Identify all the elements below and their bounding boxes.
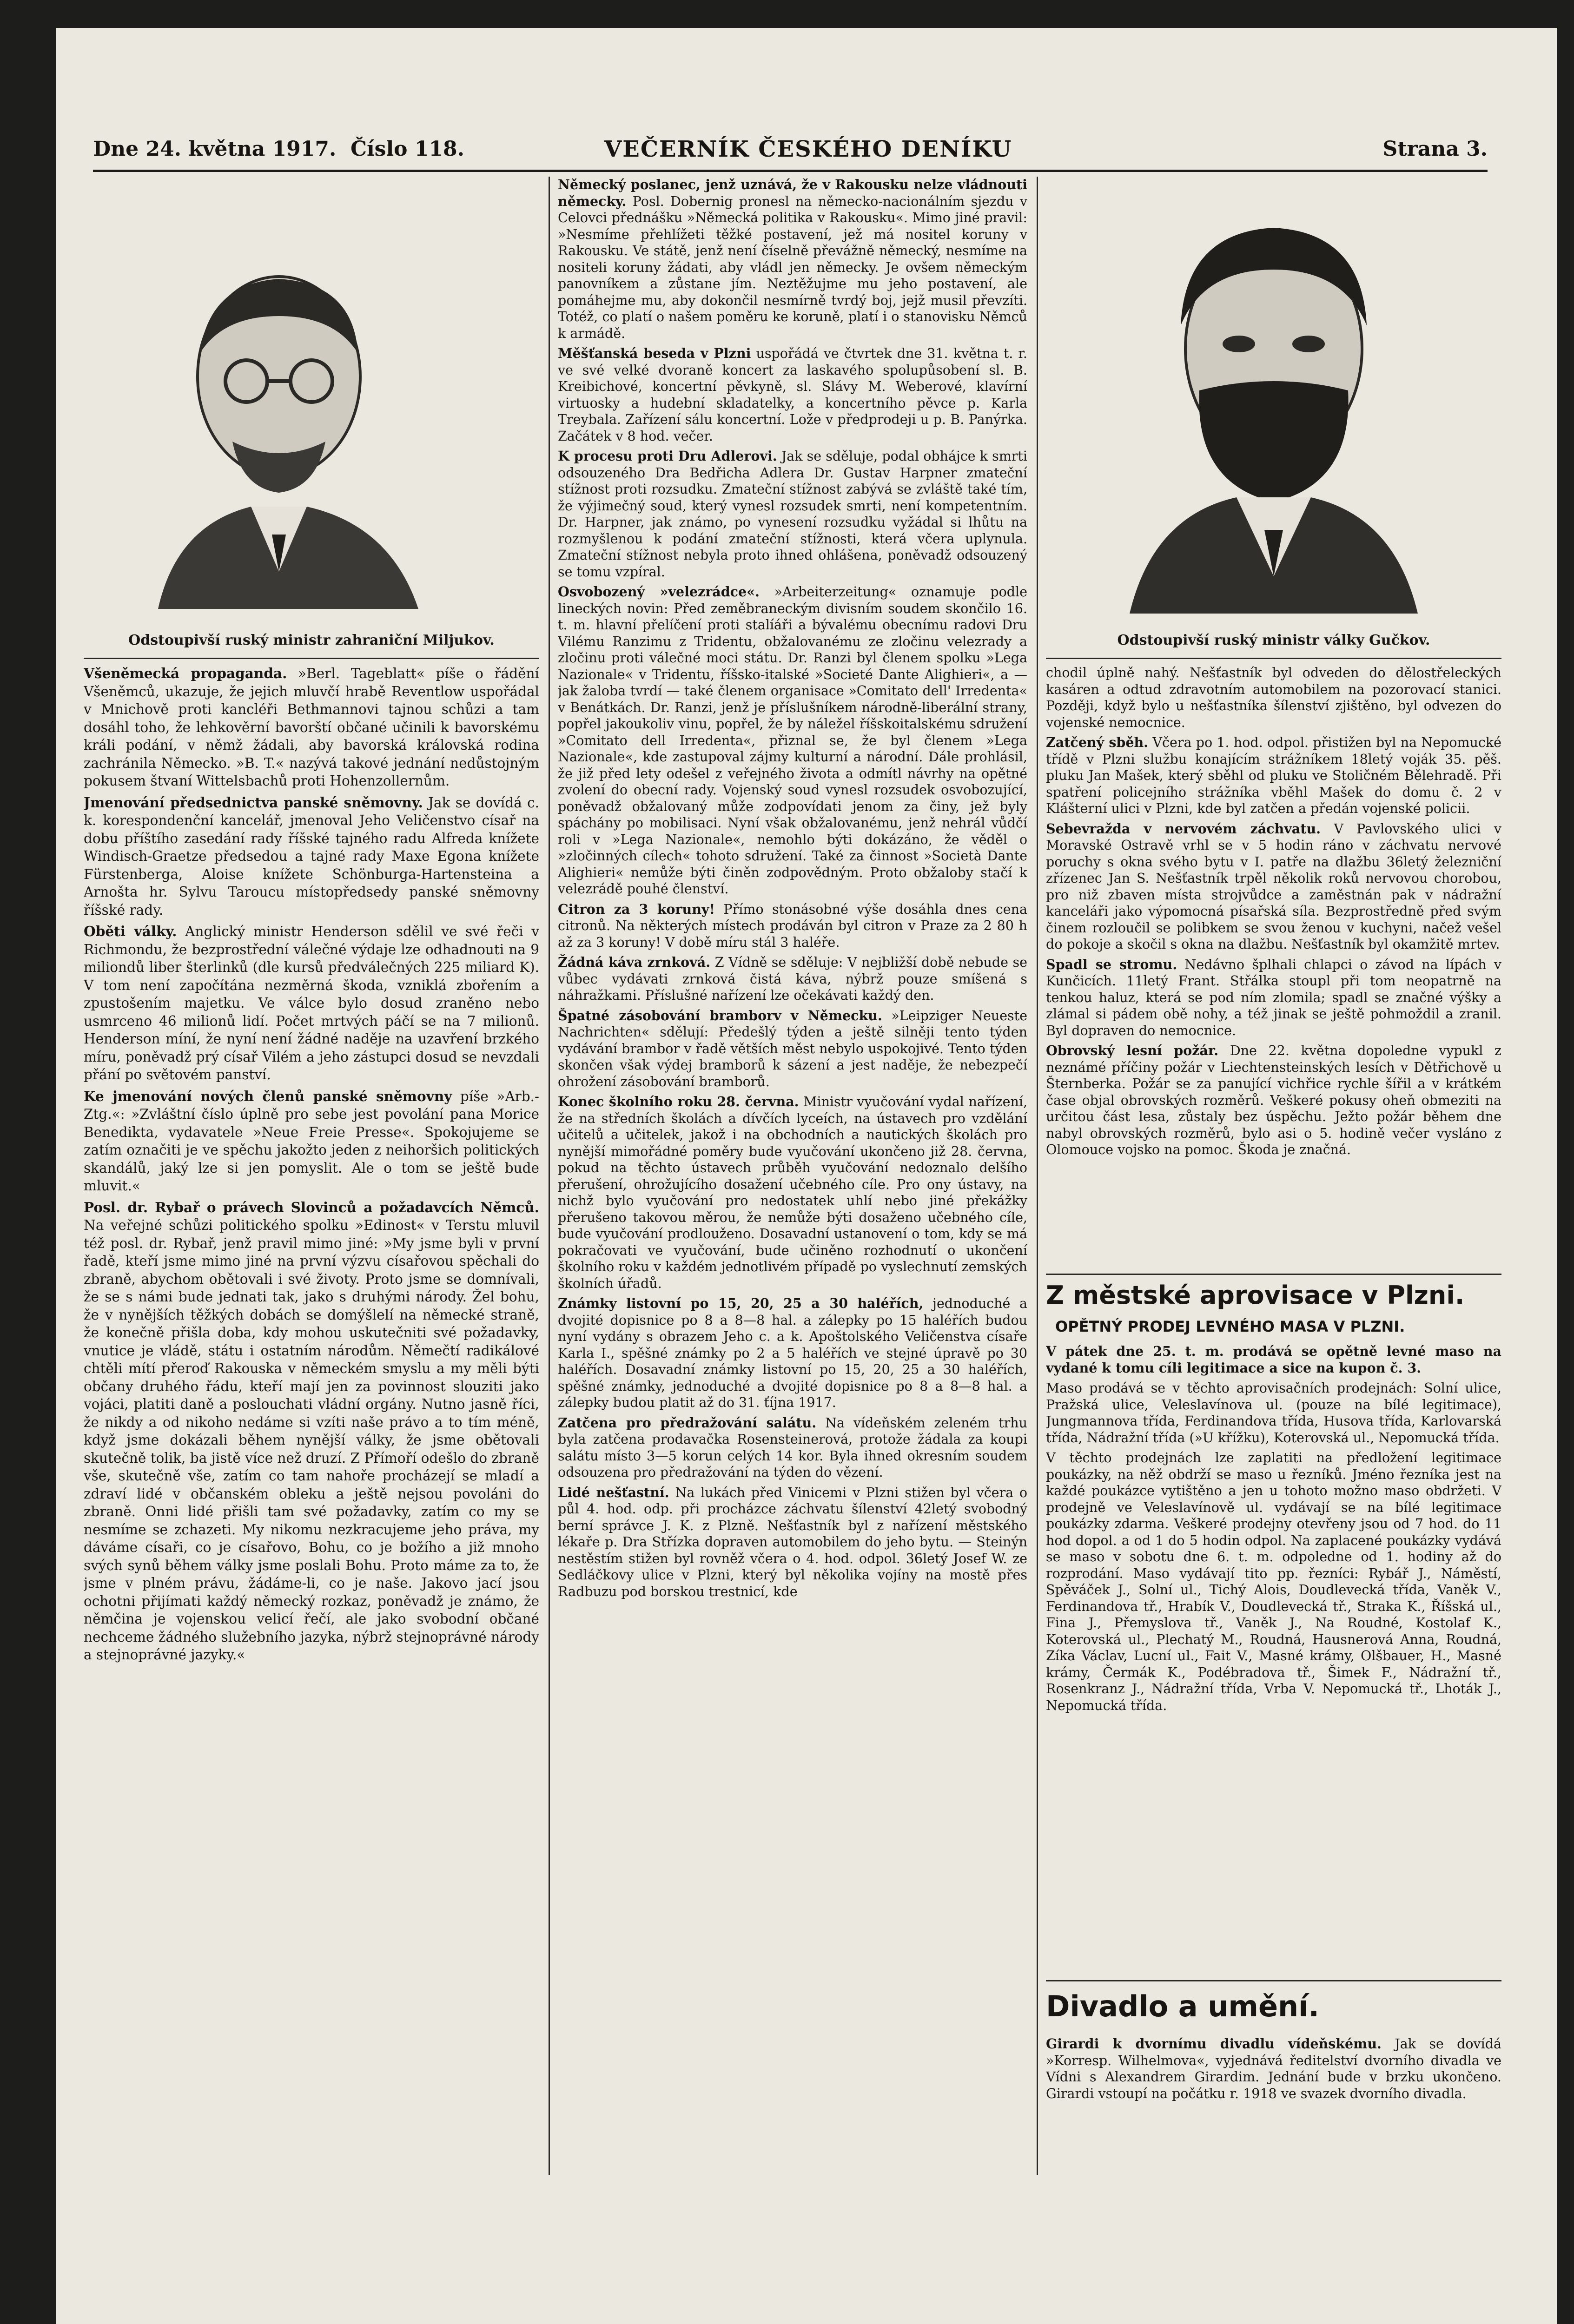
article-nestastnik-cont: chodil úplně nahý. Nešťastník byl odveden do dělostřeleckých kasáren a odtud zdravotním automobilem na pozorovací stanici. Později, když bylo u nešťastníka šílenství zjištěno, byl odvezen do vojenské nemocnice. (1046, 665, 1501, 730)
portrait-guckov (1111, 195, 1436, 614)
column-separator-2 (1037, 177, 1038, 2175)
issue-number: Číslo 118. (350, 137, 464, 161)
article-adler: K procesu proti Dru Adlerovi. Jak se sděluje, podal obhájce k smrti odsouzeného Dra Bedřicha Adlera Dr. Gustav Harpner zmateční stížnost proti rozsudku. Zmateční stížnost zabývá se zvláště také tím, že výjimečný soud, který vynesl rozsudek smrti, není kompetentním. Dr. Harpner, jak známo, po vynesení rozsudku vyžádal si lhůtu na rozmyšlenou k podání zmateční stížnosti, která včera uplynula. Zmateční stížnost nebyla proto ihned ohlášena, poněvadž odsouzený se tomu vzpíral. (558, 448, 1027, 580)
caption-guckov: Odstoupivší ruský ministr války Gučkov. (1117, 632, 1430, 648)
issue-date: Dne 24. května 1917. Číslo 118. (93, 137, 464, 161)
article-sebevrazda: Sebevražda v nervovém záchvatu. V Pavlovského ulici v Moravské Ostravě vrhl se v 5 hodin ráno v záchvatu nervové poruchy s okna svého bytu v I. patře na dlažbu 36letý železniční zřízenec Jan S. Nešťastník trpěl několik roků nervovou chorobou, pro niž zbaven místa strojvůdce a zaměstnán pak v nádražní kanceláři jako výpomocná písařská síla. Bezprostředně před svým činem rozloučil se polibkem se svou ženou v kuchyni, načež vešel do pokoje a skočil s okna na dlažbu. Nešťastník byl okamžitě mrtev. (1046, 820, 1501, 952)
article-kava: Žádná káva zrnková. Z Vídně se sděluje: V nejbližší době nebude se vůbec vydávati zrnková čistá káva, nýbrž pouze smíšená s náhražkami. Příslušné nařízení lze očekávati každý den. (558, 954, 1027, 1003)
article-lide-nestastni: Lidé nešťastní. Na lukách před Vinicemi v Plzni stižen byl včera o půl 4. hod. odp. při procházce záchvatu šílenství 42letý svobodný berní správce J. K. z Plzně. Nešťastník byl z nařízení městského lékaře p. Dra Střízka dopraven automobilem do jeho bytu. — Steinýn nestěstím stižen byl rovněž včera o 4. hod. odpol. 36letý Josef W. ze Sedláčkovy ulice v Plzni, který byl několika vojíny na mostě přes Radbuzu pod borskou trestnicí, kde (558, 1484, 1027, 1599)
aprov-paragraph-1: V pátek dne 25. t. m. prodává se opětně levné maso na vydané k tomu cíli legitimace a sice na kupon č. 3. (1046, 1343, 1501, 1376)
divadlo-top-rule (1046, 1980, 1501, 1981)
aprov-top-rule (1046, 1274, 1501, 1275)
aprov-text (1046, 1343, 1501, 1948)
aprov-paragraph-2: Maso prodává se v těchto aprovisačních prodejnách: Solní ulice, Pražská ulice, Veleslavínova ul. (pouze na bílé legitimace), Jungmannova třída, Ferdinandova třída, Husova třída, Karlovarská třída, Nádražní třída (»U křížku), Koterovská ul., Nepomucká třída. (1046, 1380, 1501, 1446)
caption-rule-left (84, 658, 539, 659)
aprov-heading: Z městské aprovisace v Plzni. (1046, 1281, 1465, 1310)
caption-rule-right (1046, 658, 1501, 659)
article-obeti-valky: Oběti války. Anglický ministr Henderson sdělil ve své řeči v Richmondu, že bezprostřední válečné výdaje lze odhadnouti na 9 miliondů liber šterlinků (dle kursů předválečných 225 miliard K). V tom není započítána nezměrná škoda, vzniklá zbořením a zpustošením majetku. Ve válce bylo dosud zraněno nebo usmrceno 46 milionů lidí. Počet mrtvých páčí se na 7 milionů. Henderson míní, že nyní není žádné naděje na uzavření brzkého míru, poněvadž prý císař Vilém a jeho zástupci dosud se nevzdali přání po světovém panství. (84, 923, 539, 1083)
aprov-subheading: OPĚTNÝ PRODEJ LEVNÉHO MASA V PLZNI. (1055, 1318, 1405, 1335)
article-jmenovani: Jmenování předsednictva panské sněmovny. Jak se dovídá c. k. korespondenční kancelář, jmenoval Jeho Veličenstvo císař na dobu příštího zasedání rady říšské tajného radu Alfreda knížete Windisch-Graetze předsedou a tajné rady Maxe Egona knížete Fürstenberga, Aloise knížete Schönburga-Hartensteina a Arnošta hr. Sylvu Taroucu místopředsedy panské sněmovny říšské rady. (84, 794, 539, 918)
portrait-miljukov (139, 246, 437, 609)
article-citron: Citron za 3 koruny! Přímo stonásobné výše dosáhla dnes cena citronů. Na některých místech prodáván byl citron v Praze za 2 80 h až za 3 koruny! V době míru stál 3 haléře. (558, 901, 1027, 950)
right-column-text (1046, 665, 1501, 1269)
article-velezradce: Osvobozený »velezrádce«. »Arbeiterzeitung« oznamuje podle lineckých novin: Před zeměbraneckým divisním soudem skončilo 16. t. m. hlavní přelíčení proti stalíáři a bývalému obecnímu radovi Dru Vilému Ranzimu z Tridentu, obžalovanému ze zločinu velezrady a zločinu proti válečné moci státu. Dr. Ranzi byl členem spolku »Lega Nazionale« v Tridentu, říšsko-italské »Societé Dante Alighieri«, a — jak žaloba tvrdí — také členem organisace »Comitato dell' Irredenta« v Benátkách. Dr. Ranzi, jenž je příslušníkem národně-liberální strany, popřel jakoukoliv vinu, popřel, že by náležel říšskoitalskému sdružení »Comitato dell Irredenta«, přiznal se, že byl členem »Lega Nazionale«, kde zastupoval zájmy kulturní a národní. Dále prohlásil, že již před lety odešel z veřejného života a odmítl návrhy na opětné zvolení do obecní rady. Vojenský soud vynesl rozsudek osvobozující, poněvadž obžalovaný může zodpovídati jenom za činy, jež byly spáchány po mobilisaci. Nyní však obžalovanému, jenž nehrál vůdčí roli v »Lega Nazionale«, nemohlo býti dokázáno, že věděl o »zločinných cílech« tohoto sdružení. Také za činnost »Società Dante Alighieri« nemůže býti činěn zodpovědným. Proto obžaloby stačí k velezrádě pouhé členství. (558, 584, 1027, 897)
caption-miljukov: Odstoupivší ruský ministr zahraniční Miljukov. (128, 632, 495, 648)
middle-column-text (558, 177, 1027, 2175)
article-girardi: Girardi k dvornímu divadlu vídeňskému. Jak se dovídá »Korresp. Wilhelmova«, vyjednává ředitelství dvorního divadla ve Vídni s Alexandrem Girardim. Jednání bude v brzku ukončeno. Girardi vstoupí na počátku r. 1918 ve svazek dvorního divadla. (1046, 2036, 1501, 2101)
aprov-paragraph-3: V těchto prodejnách lze zaplatiti na předložení legitimace poukázky, na něž obdrží se maso u řezníků. Jméno řezníka jest na každé poukázce vytištěno a jen u tohoto možno maso obdržeti. V prodejně ve Veleslavínově ul. vydávají se na bílé legitimace poukázky zdarma. Veškeré prodejny otevřeny jsou od 7 hod. do 11 hod dopol. a od 1 do 5 hodin odpol. Na zaplacené poukázky vydává se maso v sobotu dne 6. t. m. odpoledne od 1. hodiny až do rozprodání. Maso vydávají tito pp. řezníci: Rybář J., Náměstí, Spěváček J., Solní ul., Tichý Alois, Doudlevecká třída, Vaněk V., Ferdinandova tř., Hrabík V., Doudlevecká tř., Straka K., Říšská ul., Fina J., Přemyslova tř., Vaněk J., Na Roudné, Kostolaf K., Koterovská ul., Plechatý M., Roudná, Hausnerová Anna, Roudná, Zíka Václav, Lucní ul., Fait V., Masné krámy, Olšbauer, H., Masné krámy, Čermák K., Podébradova tř., Šimek F., Nádražní tř., Rosenkranz J., Nádražní třída, Vrba V. Nepomucká tř., Lhoták J., Nepomucká třída. (1046, 1450, 1501, 1713)
article-salat: Zatčena pro předražování salátu. Na vídeňském zeleném trhu byla zatčena prodavačka Rosensteinerová, protože žádala za koupi salátu místo 3—5 korun celých 14 kor. Byla ihned okresním soudem odsouzena pro předražování na týden do vězení. (558, 1414, 1027, 1480)
article-spadl: Spadl se stromu. Nedávno šplhali chlapci o závod na lípách v Kunčicích. 11letý Frant. Střálka stoupl při tom neopatrně na tenkou haluz, která se pod ním zlomila; spadl se značné výšky a zlámal si pádem obě nohy, a též jinak se ještě pohmoždil a zranil. Byl dopraven do nemocnice. (1046, 956, 1501, 1038)
divadlo-heading: Divadlo a umění. (1046, 1989, 1319, 2023)
article-vsenemecka: Všeněmecká propaganda. »Berl. Tageblatt« píše o řádění Všeněmců, ukazuje, že jejich mluvčí hrabě Reventlow uspořádal v Mnichově proti kancléři Bethmannovi tajnou schůzi a tam dosáhl toho, že lehkověrní bavorští občané učinili k bavorskému králi podání, v němž žádali, aby bavorská královská rodina zachránila Německo. »B. T.« nazývá takové jednání nedůstojným pokusem štvaní Wittelsbachů proti Hohenzollernům. (84, 665, 539, 789)
newspaper-title: VEČERNÍK ČESKÉHO DENÍKU (604, 136, 1012, 162)
article-zatceny-sbeh: Zatčený sběh. Včera po 1. hod. odpol. přistižen byl na Nepomucké třídě v Plzni službu konajícím strážníkem 18letý voják 35. pěš. pluku Jan Mašek, který sběhl od pluku ve Stoličném Bělehradě. Při spatření policejního strážníka vběhl Mašek do domu č. 2 v Klášterní ulici v Plzni, kde byl zatčen a předán vojenské policii. (1046, 734, 1501, 816)
article-brambory: Špatné zásobování bramborv v Německu. »Leipziger Neueste Nachrichten« sdělují: Předešlý týden a ještě silněji tento týden vydávání brambor v řadě větších měst nebylo uspokojivé. Tento týden skončen však výdej bramborů k sázení a jest naděje, že nebezpečí ohrožení zásobování bramborů. (558, 1007, 1027, 1089)
page-header (93, 132, 1488, 172)
left-column-text (84, 665, 539, 2175)
column-separator-1 (549, 177, 550, 2175)
article-nemecky-poslanec: Německý poslanec, jenž uznává, že v Rakousku nelze vládnouti německy. Posl. Dobernig pronesl na německo-nacionálním sjezdu v Celovci přednášku »Německá politika v Rakousku«. Mimo jiné pravil: »Nesmíme přehlížeti těžké postavení, jež má nositel koruny v Rakousku. Ve státě, jenž není číselně převážně německý, nesmíme na nositeli koruny žádati, aby vládl jen německy. Je ovšem německým panovníkem a zůstane jím. Neztěžujme mu jeho postavení, ale pomáhejme mu, aby dokončil nesmírně tvrdý boj, jejž musil převzíti. Totéž, co platí o našem poměru ke koruně, platí i o stanovisku Němců k armádě. (558, 177, 1027, 341)
article-znamky: Známky listovní po 15, 20, 25 a 30 haléřích, jednoduché a dvojité dopisnice po 8 a 8—8 hal. a zálepky po 15 haléřích budou nyní vydány s obrazem Jeho c. a k. Apoštolského Veličenstva císaře Karla I., spěšné známky po 2 a 5 haléřích ve stejné úpravě po 30 haléřích. Dosavadní známky listovní po 15, 20, 25 a 30 haléřích, spěšné známky, jednoduché a dvojité dopisnice po 8 a 8—8 hal. a zálepky budou platit až do 31. ťíjna 1917. (558, 1295, 1027, 1410)
divadlo-text (1046, 2036, 1501, 2175)
article-skolni-rok: Konec školního roku 28. června. Ministr vyučování vydal nařízení, že na středních školách a dívčích lyceích, na ústavech pro vzdělání učitelů a učitelek, jakož i na obchodních a nautických školách pro nynější mimořádné poměry bude vyučování ukončeno již 28. června, pokud na těchto ústavech průběh vyučování nedoznalo delšího přerušení, ohrožujícího dosažení učebného cíle. Pro ony ústavy, na nichž bylo vyučování pro nedostatek uhlí nebo jiné překážky přerušeno takovou měrou, že nemůže býti dosaženo učebného cíle, bude vyučování prodlouženo. Dosavadní ustanovení o tom, kdy se má pokračovati ve vyučování, bude učiněno rozhodnutí o ukončení školního roku v každém jednotlivém případě po vyslechnutí zemských školních úřadů. (558, 1094, 1027, 1291)
article-lesni-pozar: Obrovský lesní požár. Dne 22. května dopoledne vypukl z neznámé příčiny požár v Liechtensteinských lesích v Dětřichově u Šternberka. Požár se za panující vichřice rychle šířil a v krátkém čase objal obrovských rozměrů. Veškeré pokusy oheň obmeziti na určitou část lesa, zůstaly bez úspěchu. Ježto požár během dne nabyl obrovských rozměrů, bylo asi o 5. hodině večer vysláno z Olomouce vojsko na pomoc. Škoda je značná. (1046, 1043, 1501, 1157)
article-panska-snemovna: Ke jmenování nových členů panské sněmovny píše »Arb.-Ztg.«: »Zvláštní číslo úplně pro sebe jest povolání pana Morice Benedikta, vydavatele »Neue Freie Presse«. Spokojujeme se zatím označiti je ve spěchu jakožto jeden z neihoršich politických skandálů, jaký lze si jen pomyslit. Ale o tom se ještě bude mluvit.« (84, 1088, 539, 1194)
newspaper-page (56, 28, 1557, 2324)
article-rybar: Posl. dr. Rybař o právech Slovinců a požadavcích Němců. Na veřejné schůzi politického spolku »Edinost« v Terstu mluvil též posl. dr. Rybař, jenž pravil mimo jiné: »My jsme byli v první řadě, kteří jsme mimo jiné na první výzvu císařovou spěchali do zbraně, abychom obětovali i své životy. Proto jsme se domnívali, že se s námi bude jednati tak, jako s druhými národy. Žel bohu, že v nynějších těžkých dobách se domýšlelí na německé straně, že konečně přišla doba, kdy mohou uskutečniti své požadavky, vnutice je vládě, státu i ostatním národům. Němečtí radikálové chtěli mítí přeroď Rakouska v německém smyslu a my měli býti občany druhého řádu, kteří mají jen za povinnost slouziti jako vojáci, platiti daně a poslouchati vládní orgány. Nutno jasně říci, že nikdy a od nikoho nedáme si vzíti naše právo a to tím méně, když jsme dokázali během nynější války, že jsme obětovali skutečně tolik, ba jistě více než druzí. Z Přímoří odešlo do zbraně vše, skutečně vše, zatím co tam nahoře procházejí se mladí a zdraví lidé v občanském obleku a ještě nejsou povoláni do zbraně. Onni lidé přišli tam své požadavky, zatím co my se nesmíme se zchazeti. My nikomu nezkracujeme jeho práva, my dáváme císaři, co je císařovo, Bohu, co je božího a již mnoho svých synů během války jsme poslali Bohu. Proto máme za to, že jsme v plném právu, žádáme-li, co je naše. Jakovo jací jsou ochotni přijímati každý německý rozkaz, poněvadž je známo, že němčina je vojenskou velicí řečí, ale jako svobodní občané nechceme žádného služebního jazyka, nýbrž stejnoprávné národy a stejnoprávné jazyky.« (84, 1199, 539, 1663)
page-number: Strana 3. (1382, 137, 1488, 161)
article-mestanska-beseda: Měšťanská beseda v Plzni uspořádá ve čtvrtek dne 31. května t. r. ve své velké dvoraně koncert za laskavého spolupůsobení sl. B. Kreibichové, koncertní pěvkyně, sl. Slávy M. Weberové, klavírní virtuosky a hudební skladatelky, a koncertního pěvce p. Karla Treybala. Zařízení sálu koncertní. Lože v předprodeji u p. B. Panýrka. Začátek v 8 hod. večer. (558, 345, 1027, 444)
